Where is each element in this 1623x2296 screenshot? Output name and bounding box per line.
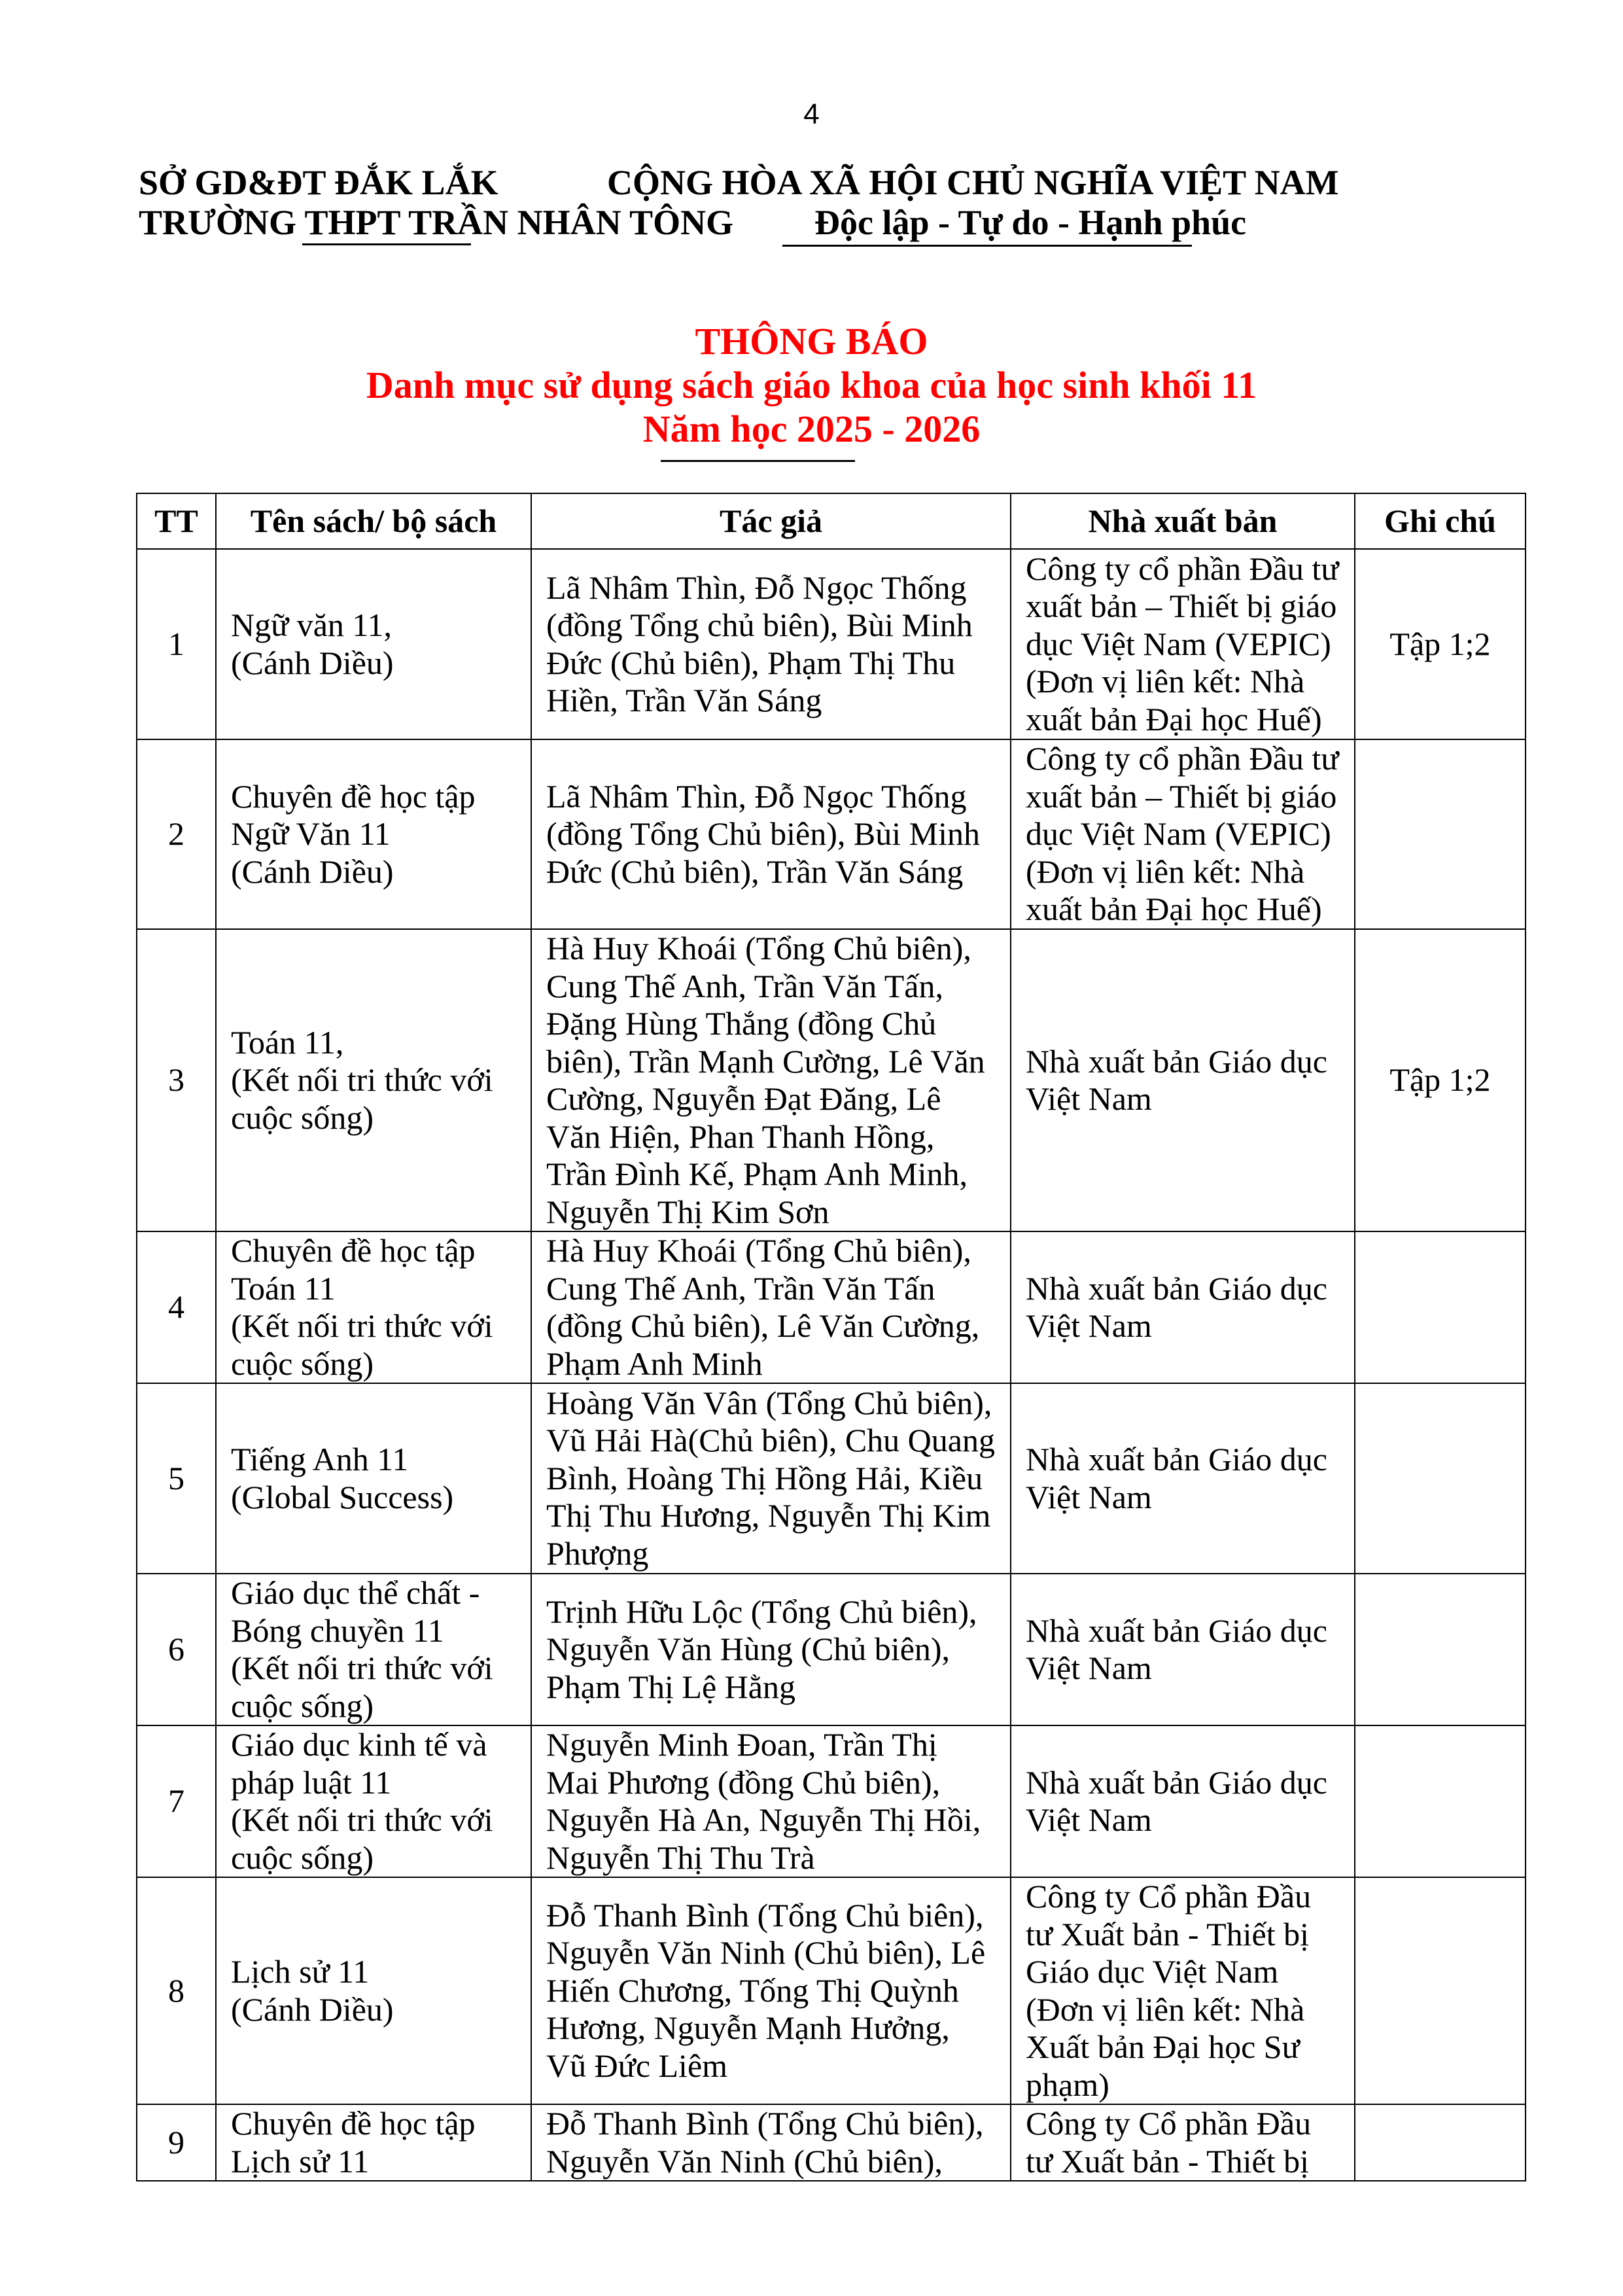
- cell-note: [1355, 1383, 1526, 1574]
- cell-publisher: Công ty cổ phần Đầu tư xuất bản – Thiết bị giáo dục Việt Nam (VEPIC) (Đơn vị liên kết: Nhà xuất bản Đại học Huế): [1011, 739, 1355, 929]
- school-name: TRƯỜNG THPT TRẦN NHÂN TÔNG: [139, 203, 734, 242]
- cell-authors: Lã Nhâm Thìn, Đỗ Ngọc Thống (đồng Tổng Chủ biên), Bùi Minh Đức (Chủ biên), Trần Văn Sáng: [531, 739, 1011, 929]
- cell-note: [1355, 1877, 1526, 2104]
- cell-note: [1355, 2104, 1526, 2181]
- cell-book-title: Chuyên đề học tập Ngữ Văn 11 (Cánh Diều): [216, 739, 531, 929]
- cell-authors: Nguyễn Minh Đoan, Trần Thị Mai Phương (đồng Chủ biên), Nguyễn Hà An, Nguyễn Thị Hồi, Nguyễn Thị Thu Trà: [531, 1725, 1011, 1877]
- cell-note: [1355, 739, 1526, 929]
- cell-book-title: Tiếng Anh 11 (Global Success): [216, 1383, 531, 1574]
- school-name-underline: [302, 243, 471, 245]
- school-year-underline: [661, 460, 855, 462]
- column-header-publisher: Nhà xuất bản: [1011, 493, 1355, 549]
- table-row: [137, 739, 1526, 929]
- cell-authors: Trịnh Hữu Lộc (Tổng Chủ biên), Nguyễn Văn Hùng (Chủ biên), Phạm Thị Lệ Hằng: [531, 1574, 1011, 1725]
- cell-note: [1355, 1231, 1526, 1383]
- column-header-note: Ghi chú: [1355, 493, 1526, 549]
- cell-book-title: Chuyên đề học tập Toán 11 (Kết nối tri thức với cuộc sống): [216, 1231, 531, 1383]
- cell-index: 7: [137, 1725, 216, 1877]
- motto-underline: [782, 245, 1192, 247]
- cell-publisher: Nhà xuất bản Giáo dục Việt Nam: [1011, 1231, 1355, 1383]
- cell-publisher: Công ty Cổ phần Đầu tư Xuất bản - Thiết bị Giáo dục Việt Nam (Đơn vị liên kết: Nhà Xuất bản Đại học Sư phạm): [1011, 1877, 1355, 2104]
- cell-index: 6: [137, 1574, 216, 1725]
- cell-authors: Hà Huy Khoái (Tổng Chủ biên), Cung Thế Anh, Trần Văn Tấn, Đặng Hùng Thắng (đồng Chủ biên), Trần Mạnh Cường, Lê Văn Cường, Nguyễn Đạt Đăng, Lê Văn Hiện, Phan Thanh Hồng, Trần Đình Kế, Phạm Anh Minh, Nguyễn Thị Kim Sơn: [531, 929, 1011, 1231]
- cell-publisher: Nhà xuất bản Giáo dục Việt Nam: [1011, 929, 1355, 1231]
- cell-authors: Đỗ Thanh Bình (Tổng Chủ biên), Nguyễn Văn Ninh (Chủ biên), Lê Hiến Chương, Tống Thị Quỳnh Hương, Nguyễn Mạnh Hưởng, Vũ Đức Liêm: [531, 1877, 1011, 2104]
- table-row: [137, 1725, 1526, 1877]
- cell-publisher: Nhà xuất bản Giáo dục Việt Nam: [1011, 1725, 1355, 1877]
- cell-note: Tập 1;2: [1355, 929, 1526, 1231]
- cell-book-title: Giáo dục kinh tế và pháp luật 11 (Kết nối tri thức với cuộc sống): [216, 1725, 531, 1877]
- notice-title: THÔNG BÁO: [695, 320, 928, 362]
- cell-book-title: Giáo dục thể chất - Bóng chuyền 11 (Kết nối tri thức với cuộc sống): [216, 1574, 531, 1725]
- cell-publisher: Nhà xuất bản Giáo dục Việt Nam: [1011, 1383, 1355, 1574]
- cell-index: 5: [137, 1383, 216, 1574]
- cell-index: 2: [137, 739, 216, 929]
- textbook-table: [136, 493, 1526, 2181]
- cell-book-title: Chuyên đề học tập Lịch sử 11: [216, 2104, 531, 2181]
- cell-book-title: Lịch sử 11 (Cánh Diều): [216, 1877, 531, 2104]
- cell-publisher: Nhà xuất bản Giáo dục Việt Nam: [1011, 1574, 1355, 1725]
- column-header-book-title: Tên sách/ bộ sách: [216, 493, 531, 549]
- cell-book-title: Toán 11, (Kết nối tri thức với cuộc sống): [216, 929, 531, 1231]
- cell-note: [1355, 1725, 1526, 1877]
- cell-index: 3: [137, 929, 216, 1231]
- table-row: [137, 1877, 1526, 2104]
- table-header-row: [137, 493, 1526, 549]
- table-head: [137, 493, 1526, 549]
- notice-subtitle: Danh mục sử dụng sách giáo khoa của học sinh khối 11: [366, 364, 1257, 406]
- cell-index: 8: [137, 1877, 216, 2104]
- cell-authors: Hà Huy Khoái (Tổng Chủ biên), Cung Thế Anh, Trần Văn Tấn (đồng Chủ biên), Lê Văn Cường, Phạm Anh Minh: [531, 1231, 1011, 1383]
- table-row: [137, 1574, 1526, 1725]
- cell-authors: Đỗ Thanh Bình (Tổng Chủ biên), Nguyễn Văn Ninh (Chủ biên),: [531, 2104, 1011, 2181]
- cell-index: 9: [137, 2104, 216, 2181]
- cell-index: 1: [137, 549, 216, 739]
- column-header-authors: Tác giả: [531, 493, 1011, 549]
- cell-note: [1355, 1574, 1526, 1725]
- cell-authors: Hoàng Văn Vân (Tổng Chủ biên), Vũ Hải Hà(Chủ biên), Chu Quang Bình, Hoàng Thị Hồng Hải, Kiều Thị Thu Hương, Nguyễn Thị Kim Phượng: [531, 1383, 1011, 1574]
- national-title: CỘNG HÒA XÃ HỘI CHỦ NGHĨA VIỆT NAM: [607, 163, 1339, 202]
- table-row: [137, 929, 1526, 1231]
- cell-authors: Lã Nhâm Thìn, Đỗ Ngọc Thống (đồng Tổng chủ biên), Bùi Minh Đức (Chủ biên), Phạm Thị Thu Hiền, Trần Văn Sáng: [531, 549, 1011, 739]
- page-number: 4: [803, 98, 820, 130]
- school-year: Năm học 2025 - 2026: [642, 408, 981, 450]
- table-body: [137, 549, 1526, 2181]
- table-row: [137, 2104, 1526, 2181]
- cell-note: Tập 1;2: [1355, 549, 1526, 739]
- table-row: [137, 549, 1526, 739]
- column-header-index: TT: [137, 493, 216, 549]
- national-motto: Độc lập - Tự do - Hạnh phúc: [814, 203, 1247, 242]
- table-row: [137, 1383, 1526, 1574]
- table-row: [137, 1231, 1526, 1383]
- cell-publisher: Công ty Cổ phần Đầu tư Xuất bản - Thiết bị: [1011, 2104, 1355, 2181]
- cell-publisher: Công ty cổ phần Đầu tư xuất bản – Thiết bị giáo dục Việt Nam (VEPIC) (Đơn vị liên kết: Nhà xuất bản Đại học Huế): [1011, 549, 1355, 739]
- cell-index: 4: [137, 1231, 216, 1383]
- department-name: SỞ GD&ĐT ĐẮK LẮK: [139, 163, 498, 202]
- cell-book-title: Ngữ văn 11, (Cánh Diều): [216, 549, 531, 739]
- notice-title-block: [0, 319, 1623, 451]
